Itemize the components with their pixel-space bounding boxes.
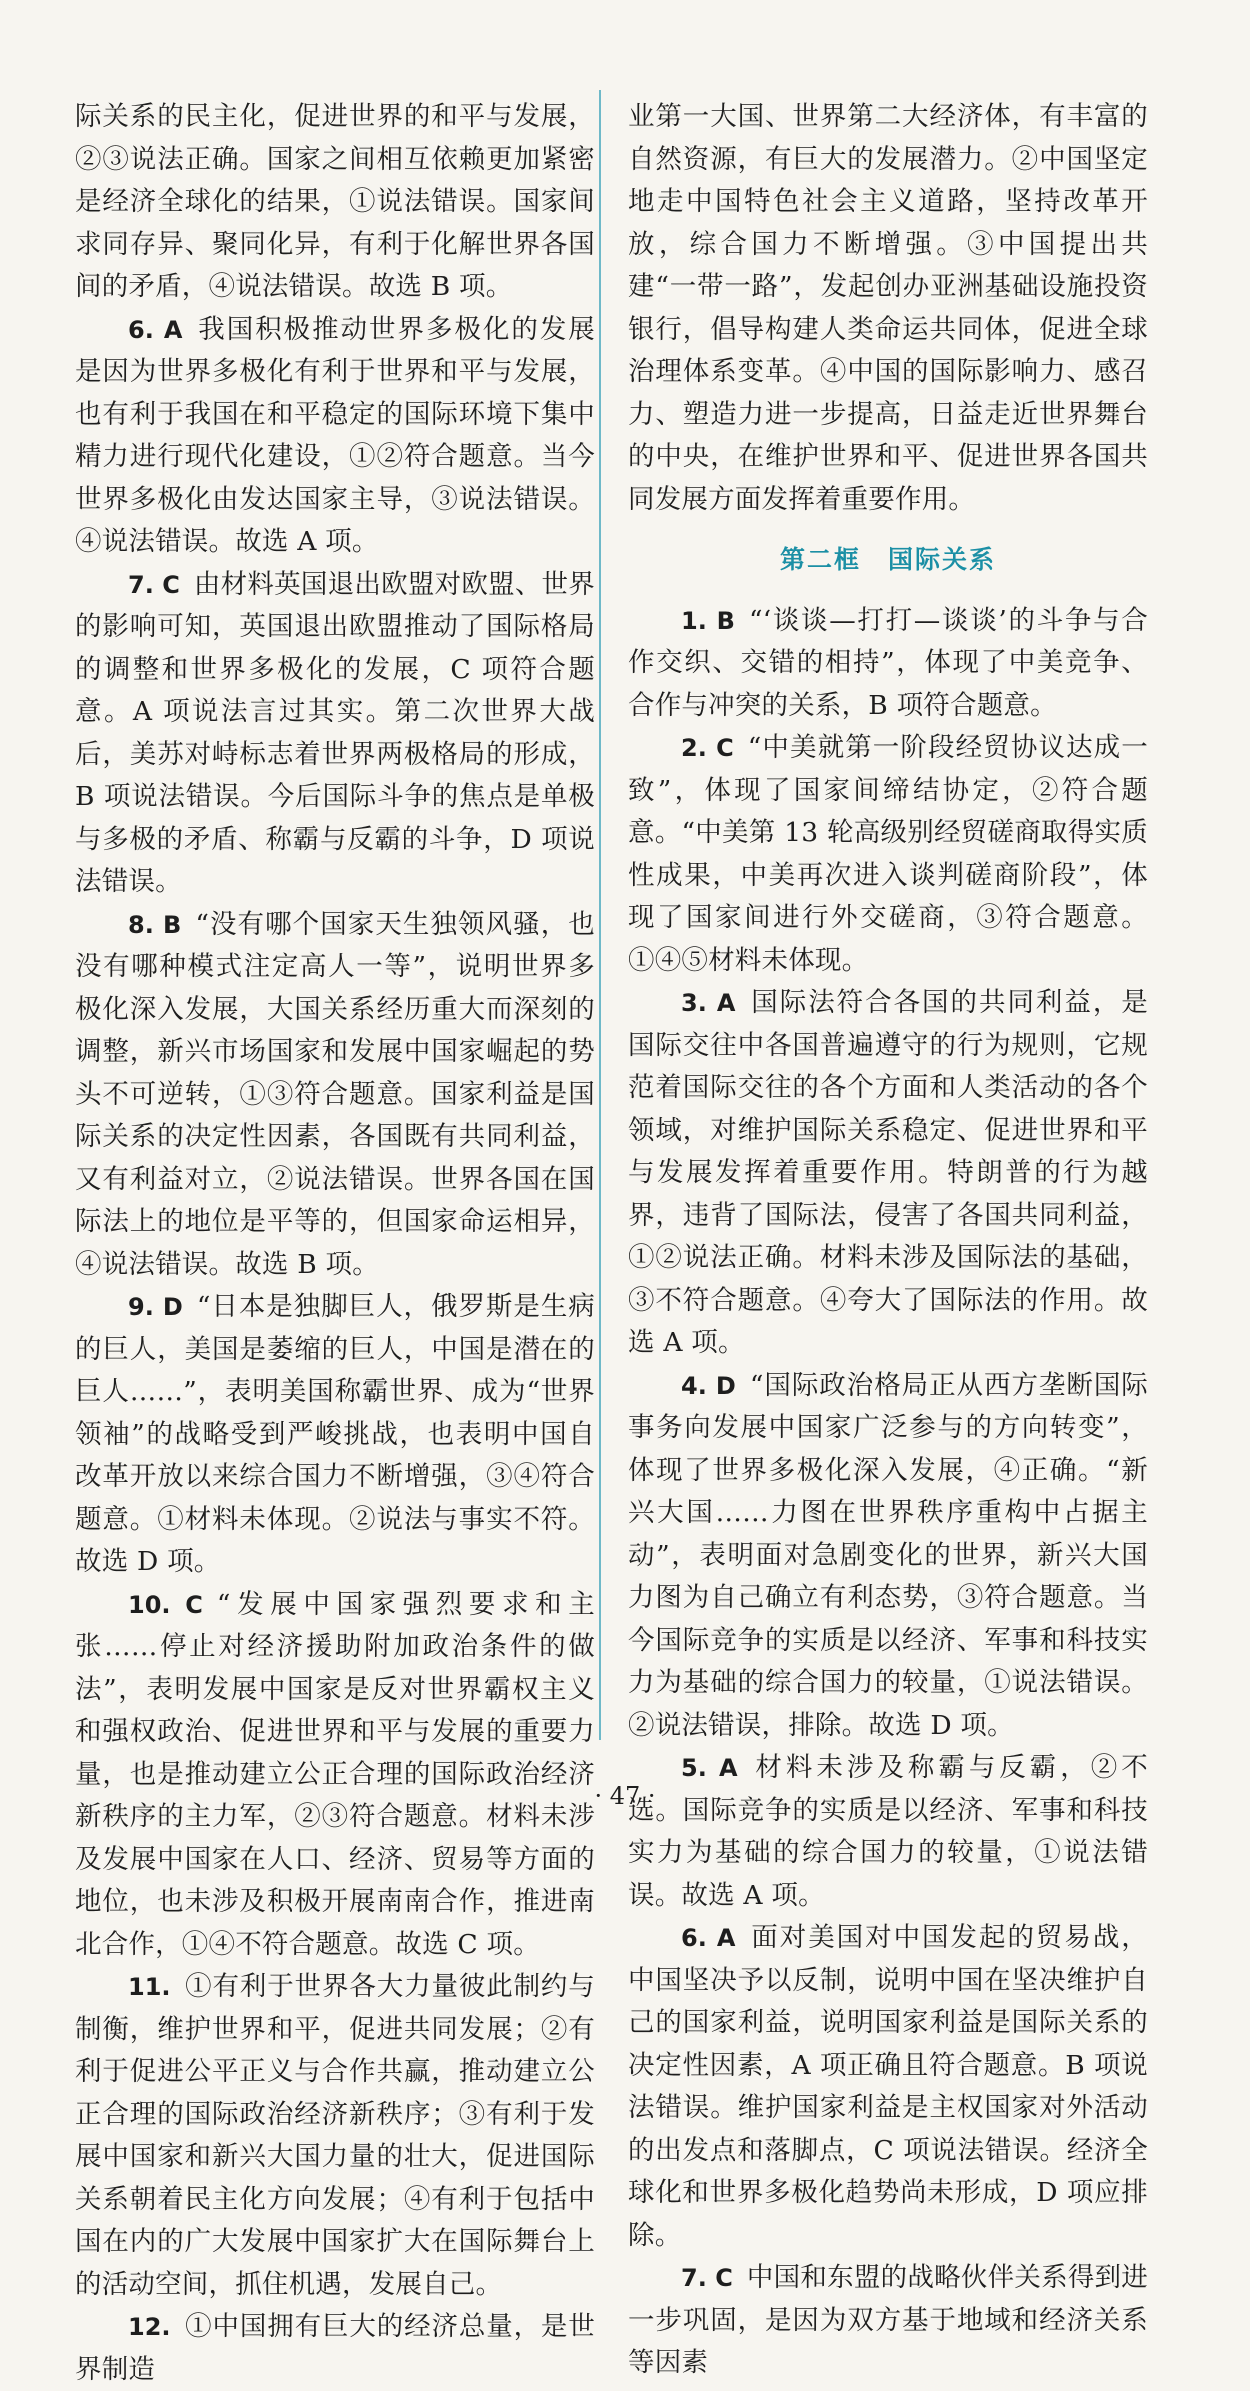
answer-number: 9. D xyxy=(128,1293,183,1321)
answer-paragraph: 1. B “‘谈谈—打打—谈谈’的斗争与合作交织、交错的相持”，体现了中美竞争、合作与冲突的关系，B 项符合题意。 xyxy=(628,604,1148,721)
answer-number: 6. A xyxy=(681,1924,736,1952)
answer-paragraph: 业第一大国、世界第二大经济体，有丰富的自然资源，有巨大的发展潜力。②中国坚定地走中国特色社会主义道路，坚持改革开放，综合国力不断增强。③中国提出共建“一带一路”，发起创办亚洲基础设施投资银行，倡导构建人类命运共同体，促进全球治理体系变革。④中国的国际影响力、感召力、塑造力进一步提高，日益走近世界舞台的中央，在维护世界和平、促进世界各国共同发展方面发挥着重要作用。 xyxy=(628,101,1148,515)
page-number: · 47 · xyxy=(594,1782,656,1810)
answer-paragraph: 7. C 由材料英国退出欧盟对欧盟、世界的影响可知，英国退出欧盟推动了国际格局的调整和世界多极化的发展，C 项符合题意。A 项说法言过其实。第二次世界大战后，美苏对峙标志着世界两极格局的形成，B 项说法错误。今后国际斗争的焦点是单极与多极的矛盾、称霸与反霸的斗争，D 项说法错误。 xyxy=(75,568,596,897)
answer-paragraph: 7. C 中国和东盟的战略伙伴关系得到进一步巩固，是因为双方基于地域和经济关系等因素 xyxy=(628,2262,1149,2378)
answer-number: 2. C xyxy=(681,734,734,762)
column-divider xyxy=(599,90,601,1740)
answer-paragraph: 3. A 国际法符合各国的共同利益，是国际交往中各国普遍遵守的行为规则，它规范着国际交往的各个方面和人类活动的各个领域，对维护国际关系稳定、促进世界和平与发展发挥着重要作用。特朗普的行为越界，违背了国际法，侵害了各国共同利益，①②说法正确。材料未涉及国际法的基础，③不符合题意。④夸大了国际法的作用。故选 A 项。 xyxy=(628,987,1148,1358)
answer-paragraph: 12. ①中国拥有巨大的经济总量，是世界制造 xyxy=(75,2311,595,2385)
answer-number: 4. D xyxy=(681,1371,736,1400)
answer-paragraph: 11. ①有利于世界各大力量彼此制约与制衡，维护世界和平，促进共同发展；②有利于促进公平正义与合作共赢，推动建立公正合理的国际政治经济新秩序；③有利于发展中国家和新兴大国力量的壮大，促进国际关系朝着民主化方向发展；④有利于包括中国在内的广大发展中国家扩大在国际舞台上的活动空间，抓住机遇，发展自己。 xyxy=(75,1971,595,2300)
answer-paragraph: 2. C “中美就第一阶段经贸协议达成一致”，体现了国家间缔结协定，②符合题意。“中美第 13 轮高级别经贸磋商取得实质性成果，中美再次进入谈判磋商阶段”，体现了国家间进行外交磋商，③符合题意。①④⑤材料未体现。 xyxy=(628,732,1148,976)
answer-number: 1. B xyxy=(681,606,735,635)
answer-paragraph: 9. D “日本是独脚巨人，俄罗斯是生病的巨人，美国是萎缩的巨人，中国是潜在的巨人……”，表明美国称霸世界、成为“世界领袖”的战略受到严峻挑战，也表明中国自改革开放以来综合国力不断增强，③④符合题意。①材料未体现。②说法与事实不符。故选 D 项。 xyxy=(75,1291,595,1577)
right-column xyxy=(628,96,1148,2385)
answer-number: 12. xyxy=(128,2313,171,2341)
answer-paragraph: 10. C “发展中国家强烈要求和主张……停止对经济援助附加政治条件的做法”，表明发展中国家是反对世界霸权主义和强权政治、促进世界和平与发展的重要力量，也是推动建立公正合理的国际政治经济新秩序的主力军，②③符合题意。材料未涉及发展中国家在人口、经济、贸易等方面的地位，也未涉及积极开展南南合作，推进南北合作，①④不符合题意。故选 C 项。 xyxy=(75,1588,595,1960)
answer-number: 7. C xyxy=(128,570,180,599)
answer-paragraph: 8. B “没有哪个国家天生独领风骚，也没有哪种模式注定高人一等”，说明世界多极化深入发展，大国关系经历重大而深刻的调整，新兴市场国家和发展中国家崛起的势头不可逆转，①③符合题意。国家利益是国际关系的决定性因素，各国既有共同利益，又有利益对立，②说法错误。世界各国在国际法上的地位是平等的，但国家命运相异，④说法错误。故选 B 项。 xyxy=(75,908,595,1280)
answer-paragraph: 6. A 我国积极推动世界多极化的发展是因为世界多极化有利于世界和平与发展，也有利于我国在和平稳定的国际环境下集中精力进行现代化建设，①②符合题意。当今世界多极化由发达国家主导，③说法错误。④说法错误。故选 A 项。 xyxy=(75,313,595,557)
answer-paragraph: 4. D “国际政治格局正从西方垄断国际事务向发展中国家广泛参与的方向转变”，体现了世界多极化深入发展，④正确。“新兴大国……力图在世界秩序重构中占据主动”，表明面对急剧变化的世界，新兴大国力图为自己确立有利态势，③符合题意。当今国际竞争的实质是以经济、军事和科技实力为基础的综合国力的较量，①说法错误。②说法错误，排除。故选 D 项。 xyxy=(628,1369,1148,1741)
answer-number: 6. A xyxy=(128,315,183,344)
answer-paragraph: 6. A 面对美国对中国发起的贸易战，中国坚决予以反制，说明中国在坚决维护自己的国家利益，说明国家利益是国际关系的决定性因素，A 项正确且符合题意。B 项说法错误。维护国家利益是主权国家对外活动的出发点和落脚点，C 项说法错误。经济全球化和世界多极化趋势尚未形成，D 项应排除。 xyxy=(628,1922,1148,2251)
answer-paragraph: 际关系的民主化，促进世界的和平与发展，②③说法正确。国家之间相互依赖更加紧密是经济全球化的结果，①说法错误。国家间求同存异、聚同化异，有利于化解世界各国间的矛盾，④说法错误。故选 B 项。 xyxy=(75,101,595,302)
answer-number: 3. A xyxy=(681,989,736,1017)
answer-number: 8. B xyxy=(128,910,182,939)
answer-number: 10. C xyxy=(128,1590,203,1619)
answer-number: 5. A xyxy=(681,1754,738,1782)
answer-number: 11. xyxy=(128,1973,171,2001)
answer-paragraph: 5. A 材料未涉及称霸与反霸，②不选。国际竞争的实质是以经济、军事和科技实力为基础的综合国力的较量，①说法错误。故选 A 项。 xyxy=(628,1752,1148,1911)
left-column xyxy=(75,96,595,2391)
section-title: 第二框 国际关系 xyxy=(779,545,996,574)
answer-number: 7. C xyxy=(681,2264,733,2292)
